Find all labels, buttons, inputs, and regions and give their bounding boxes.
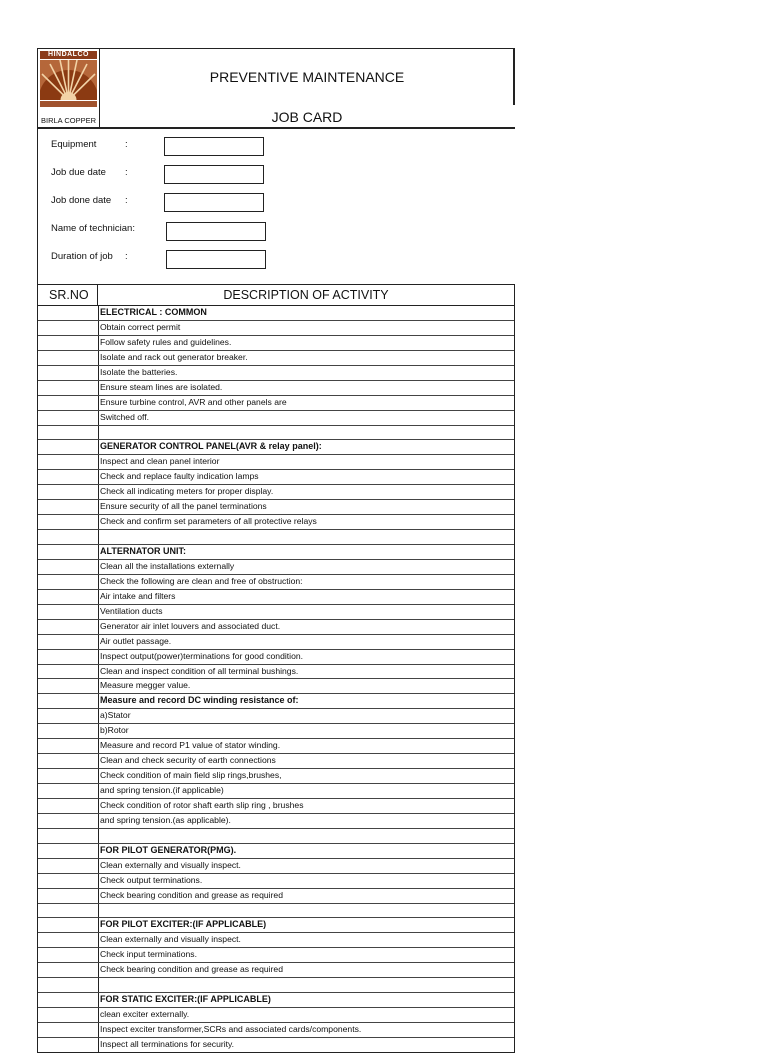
activity-cell: Check output terminations. — [100, 874, 203, 885]
table-row — [38, 889, 514, 904]
sr-no-cell[interactable] — [38, 694, 99, 708]
section-heading-cell: ALTERNATOR UNIT: — [100, 546, 186, 556]
activity-cell — [99, 829, 514, 843]
table-row — [38, 904, 514, 919]
activity-cell: Isolate and rack out generator breaker. — [100, 351, 248, 362]
sr-no-cell[interactable] — [38, 889, 99, 903]
sr-no-cell[interactable] — [38, 336, 99, 350]
sr-no-cell[interactable] — [38, 859, 99, 873]
sr-no-cell[interactable] — [38, 1038, 99, 1052]
table-row — [38, 351, 514, 366]
company-name: BIRLA COPPER — [40, 116, 97, 125]
sr-no-cell[interactable] — [38, 978, 99, 992]
activity-cell: Ensure security of all the panel terminations — [100, 501, 267, 512]
field-input-box[interactable] — [164, 193, 264, 212]
table-row — [38, 1038, 514, 1052]
activity-cell: Check the following are clean and free of obstruction: — [100, 575, 303, 586]
sr-no-cell[interactable] — [38, 590, 99, 604]
sr-no-cell[interactable] — [38, 948, 99, 962]
field-colon: : — [125, 139, 128, 150]
activity-cell: Measure megger value. — [100, 680, 191, 691]
field-label: Job due date — [51, 167, 106, 178]
sr-no-cell[interactable] — [38, 366, 99, 380]
sr-no-cell[interactable] — [38, 530, 99, 544]
sr-no-cell[interactable] — [38, 605, 99, 619]
sr-no-cell[interactable] — [38, 381, 99, 395]
job-card-sheet — [37, 48, 515, 1053]
sr-no-cell[interactable] — [38, 426, 99, 440]
table-row — [38, 575, 514, 590]
table-row — [38, 605, 514, 620]
activity-cell: Ensure steam lines are isolated. — [100, 381, 223, 392]
table-row — [38, 545, 514, 560]
field-label: Duration of job — [51, 251, 113, 262]
sr-no-cell[interactable] — [38, 485, 99, 499]
sr-no-cell[interactable] — [38, 575, 99, 589]
table-row — [38, 590, 514, 605]
sr-no-cell[interactable] — [38, 560, 99, 574]
table-row — [38, 709, 514, 724]
table-row — [38, 963, 514, 978]
activity-cell: Clean externally and visually inspect. — [100, 934, 241, 945]
activity-cell: Check condition of rotor shaft earth slip ring , brushes — [100, 799, 304, 810]
table-row — [38, 530, 514, 545]
field-colon: : — [125, 195, 128, 206]
table-row — [38, 694, 514, 709]
sr-no-cell[interactable] — [38, 814, 99, 828]
activity-cell: Inspect exciter transformer,SCRs and associated cards/components. — [100, 1024, 362, 1034]
table-row — [38, 918, 514, 933]
sr-no-cell[interactable] — [38, 396, 99, 410]
table-row — [38, 978, 514, 993]
sr-no-cell[interactable] — [38, 709, 99, 723]
activity-cell: Air outlet passage. — [100, 635, 172, 646]
activity-cell: Check all indicating meters for proper display. — [100, 486, 274, 497]
table-row — [38, 1023, 514, 1038]
table-row — [38, 814, 514, 829]
sr-no-cell[interactable] — [38, 1023, 99, 1037]
activity-cell: Check and confirm set parameters of all protective relays — [100, 516, 317, 527]
activity-cell: Clean and inspect condition of all terminal bushings. — [100, 665, 299, 676]
table-row — [38, 366, 514, 381]
section-heading-cell: Measure and record DC winding resistance of: — [100, 695, 299, 706]
activity-cell: Check input terminations. — [100, 949, 197, 960]
sr-no-cell[interactable] — [38, 904, 99, 918]
column-header-description: DESCRIPTION OF ACTIVITY — [223, 288, 389, 302]
sr-no-cell[interactable] — [38, 321, 99, 335]
sr-no-cell[interactable] — [38, 874, 99, 888]
field-input-box[interactable] — [166, 250, 266, 269]
activity-cell: Ventilation ducts — [100, 605, 163, 616]
activity-cell: Clean and check security of earth connections — [100, 755, 276, 766]
table-row — [38, 784, 514, 799]
activity-cell: and spring tension.(as applicable). — [100, 814, 231, 825]
sr-no-cell[interactable] — [38, 754, 99, 768]
sr-no-cell[interactable] — [38, 769, 99, 783]
field-label: Equipment — [51, 139, 97, 150]
sr-no-cell[interactable] — [38, 993, 99, 1007]
table-row — [38, 993, 514, 1008]
header-border — [513, 49, 515, 105]
activity-table — [37, 284, 515, 1053]
sr-no-cell[interactable] — [38, 739, 99, 753]
table-row — [38, 306, 514, 321]
activity-cell: Clean all the installations externally — [100, 560, 235, 571]
activity-cell — [99, 530, 514, 544]
logo-band — [40, 101, 97, 107]
sr-no-cell[interactable] — [38, 500, 99, 514]
field-label: Name of technician: — [51, 223, 135, 234]
activity-cell: Follow safety rules and guidelines. — [100, 336, 232, 347]
sr-no-cell[interactable] — [38, 724, 99, 738]
sr-no-cell[interactable] — [38, 351, 99, 365]
field-input-box[interactable] — [164, 165, 264, 184]
table-row — [38, 635, 514, 650]
sr-no-cell[interactable] — [38, 665, 99, 679]
page-title: PREVENTIVE MAINTENANCE — [209, 69, 405, 85]
table-row — [38, 829, 514, 844]
table-row — [38, 679, 514, 694]
activity-cell — [99, 904, 514, 918]
activity-cell: Ensure turbine control, AVR and other panels are — [100, 396, 287, 407]
sr-no-cell[interactable] — [38, 411, 99, 425]
table-row — [38, 650, 514, 665]
table-row — [38, 724, 514, 739]
sr-no-cell[interactable] — [38, 844, 99, 858]
table-row — [38, 500, 514, 515]
activity-cell: Isolate the batteries. — [100, 366, 178, 377]
sr-no-cell[interactable] — [38, 963, 99, 977]
field-colon: : — [125, 167, 128, 178]
section-heading-cell: ELECTRICAL : COMMON — [100, 307, 207, 317]
company-logo — [38, 49, 100, 127]
field-colon: : — [125, 251, 128, 262]
activity-cell: Generator air inlet louvers and associated duct. — [100, 620, 281, 631]
activity-cell — [99, 426, 514, 440]
table-row — [38, 1008, 514, 1023]
table-row — [38, 426, 514, 441]
sr-no-cell[interactable] — [38, 620, 99, 634]
table-row — [38, 440, 514, 455]
activity-cell: Switched off. — [100, 411, 150, 422]
field-label: Job done date — [51, 195, 112, 206]
activity-cell: Check bearing condition and grease as required — [100, 889, 283, 900]
table-row — [38, 381, 514, 396]
table-row — [38, 321, 514, 336]
sr-no-cell[interactable] — [38, 829, 99, 843]
section-heading-cell: FOR STATIC EXCITER:(IF APPLICABLE) — [100, 994, 271, 1005]
section-heading-cell: GENERATOR CONTROL PANEL(AVR & relay panel): — [100, 441, 322, 452]
activity-cell: b)Rotor — [100, 725, 129, 736]
table-row — [38, 769, 514, 784]
table-row — [38, 396, 514, 411]
header — [37, 48, 515, 129]
sr-no-cell[interactable] — [38, 799, 99, 813]
table-row — [38, 799, 514, 814]
field-input-box[interactable] — [164, 137, 264, 156]
column-header-sr-no: SR.NO — [38, 285, 98, 305]
sr-no-cell[interactable] — [38, 933, 99, 947]
table-body — [38, 306, 514, 1052]
activity-cell: Clean externally and visually inspect. — [100, 859, 241, 870]
activity-cell: and spring tension.(if applicable) — [100, 785, 224, 795]
sr-no-cell[interactable] — [38, 545, 99, 559]
activity-cell: clean exciter externally. — [100, 1009, 190, 1020]
sr-no-cell[interactable] — [38, 470, 99, 484]
field-input-box[interactable] — [166, 222, 266, 241]
table-row — [38, 739, 514, 754]
table-row — [38, 754, 514, 769]
activity-cell: Obtain correct permit — [100, 321, 181, 332]
table-row — [38, 665, 514, 680]
table-row — [38, 859, 514, 874]
table-row — [38, 411, 514, 426]
sr-no-cell[interactable] — [38, 679, 99, 693]
activity-cell: Check condition of main field slip rings,brushes, — [100, 770, 282, 781]
sr-no-cell[interactable] — [38, 515, 99, 529]
sr-no-cell[interactable] — [38, 635, 99, 649]
table-row — [38, 560, 514, 575]
table-row — [38, 470, 514, 485]
activity-cell: Measure and record P1 value of stator winding. — [100, 740, 281, 751]
activity-cell: Check bearing condition and grease as required — [100, 964, 283, 975]
table-row — [38, 485, 514, 500]
activity-cell: Check and replace faulty indication lamps — [100, 471, 259, 482]
sr-no-cell[interactable] — [38, 1008, 99, 1022]
sr-no-cell[interactable] — [38, 306, 99, 320]
sunburst-logo-icon — [40, 60, 97, 100]
table-row — [38, 515, 514, 530]
table-row — [38, 844, 514, 859]
activity-cell: Air intake and filters — [100, 590, 176, 601]
activity-cell: Inspect all terminations for security. — [100, 1038, 235, 1049]
sr-no-cell[interactable] — [38, 918, 99, 932]
table-row — [38, 455, 514, 470]
activity-cell: Inspect and clean panel interior — [100, 456, 220, 467]
table-row — [38, 948, 514, 963]
sr-no-cell[interactable] — [38, 650, 99, 664]
activity-cell: Inspect output(power)terminations for good condition. — [100, 650, 304, 661]
activity-cell: a)Stator — [100, 710, 131, 721]
table-row — [38, 874, 514, 889]
activity-cell — [99, 978, 514, 992]
sr-no-cell[interactable] — [38, 784, 99, 798]
table-row — [38, 933, 514, 948]
table-header — [38, 285, 514, 306]
sr-no-cell[interactable] — [38, 440, 99, 454]
job-details-form — [37, 129, 515, 284]
logo-brand-text: HINDALCO — [40, 51, 97, 59]
section-heading-cell: FOR PILOT GENERATOR(PMG). — [100, 844, 237, 855]
table-row — [38, 620, 514, 635]
sr-no-cell[interactable] — [38, 455, 99, 469]
table-row — [38, 336, 514, 351]
page-subtitle: JOB CARD — [271, 109, 343, 125]
section-heading-cell: FOR PILOT EXCITER:(IF APPLICABLE) — [100, 919, 267, 930]
